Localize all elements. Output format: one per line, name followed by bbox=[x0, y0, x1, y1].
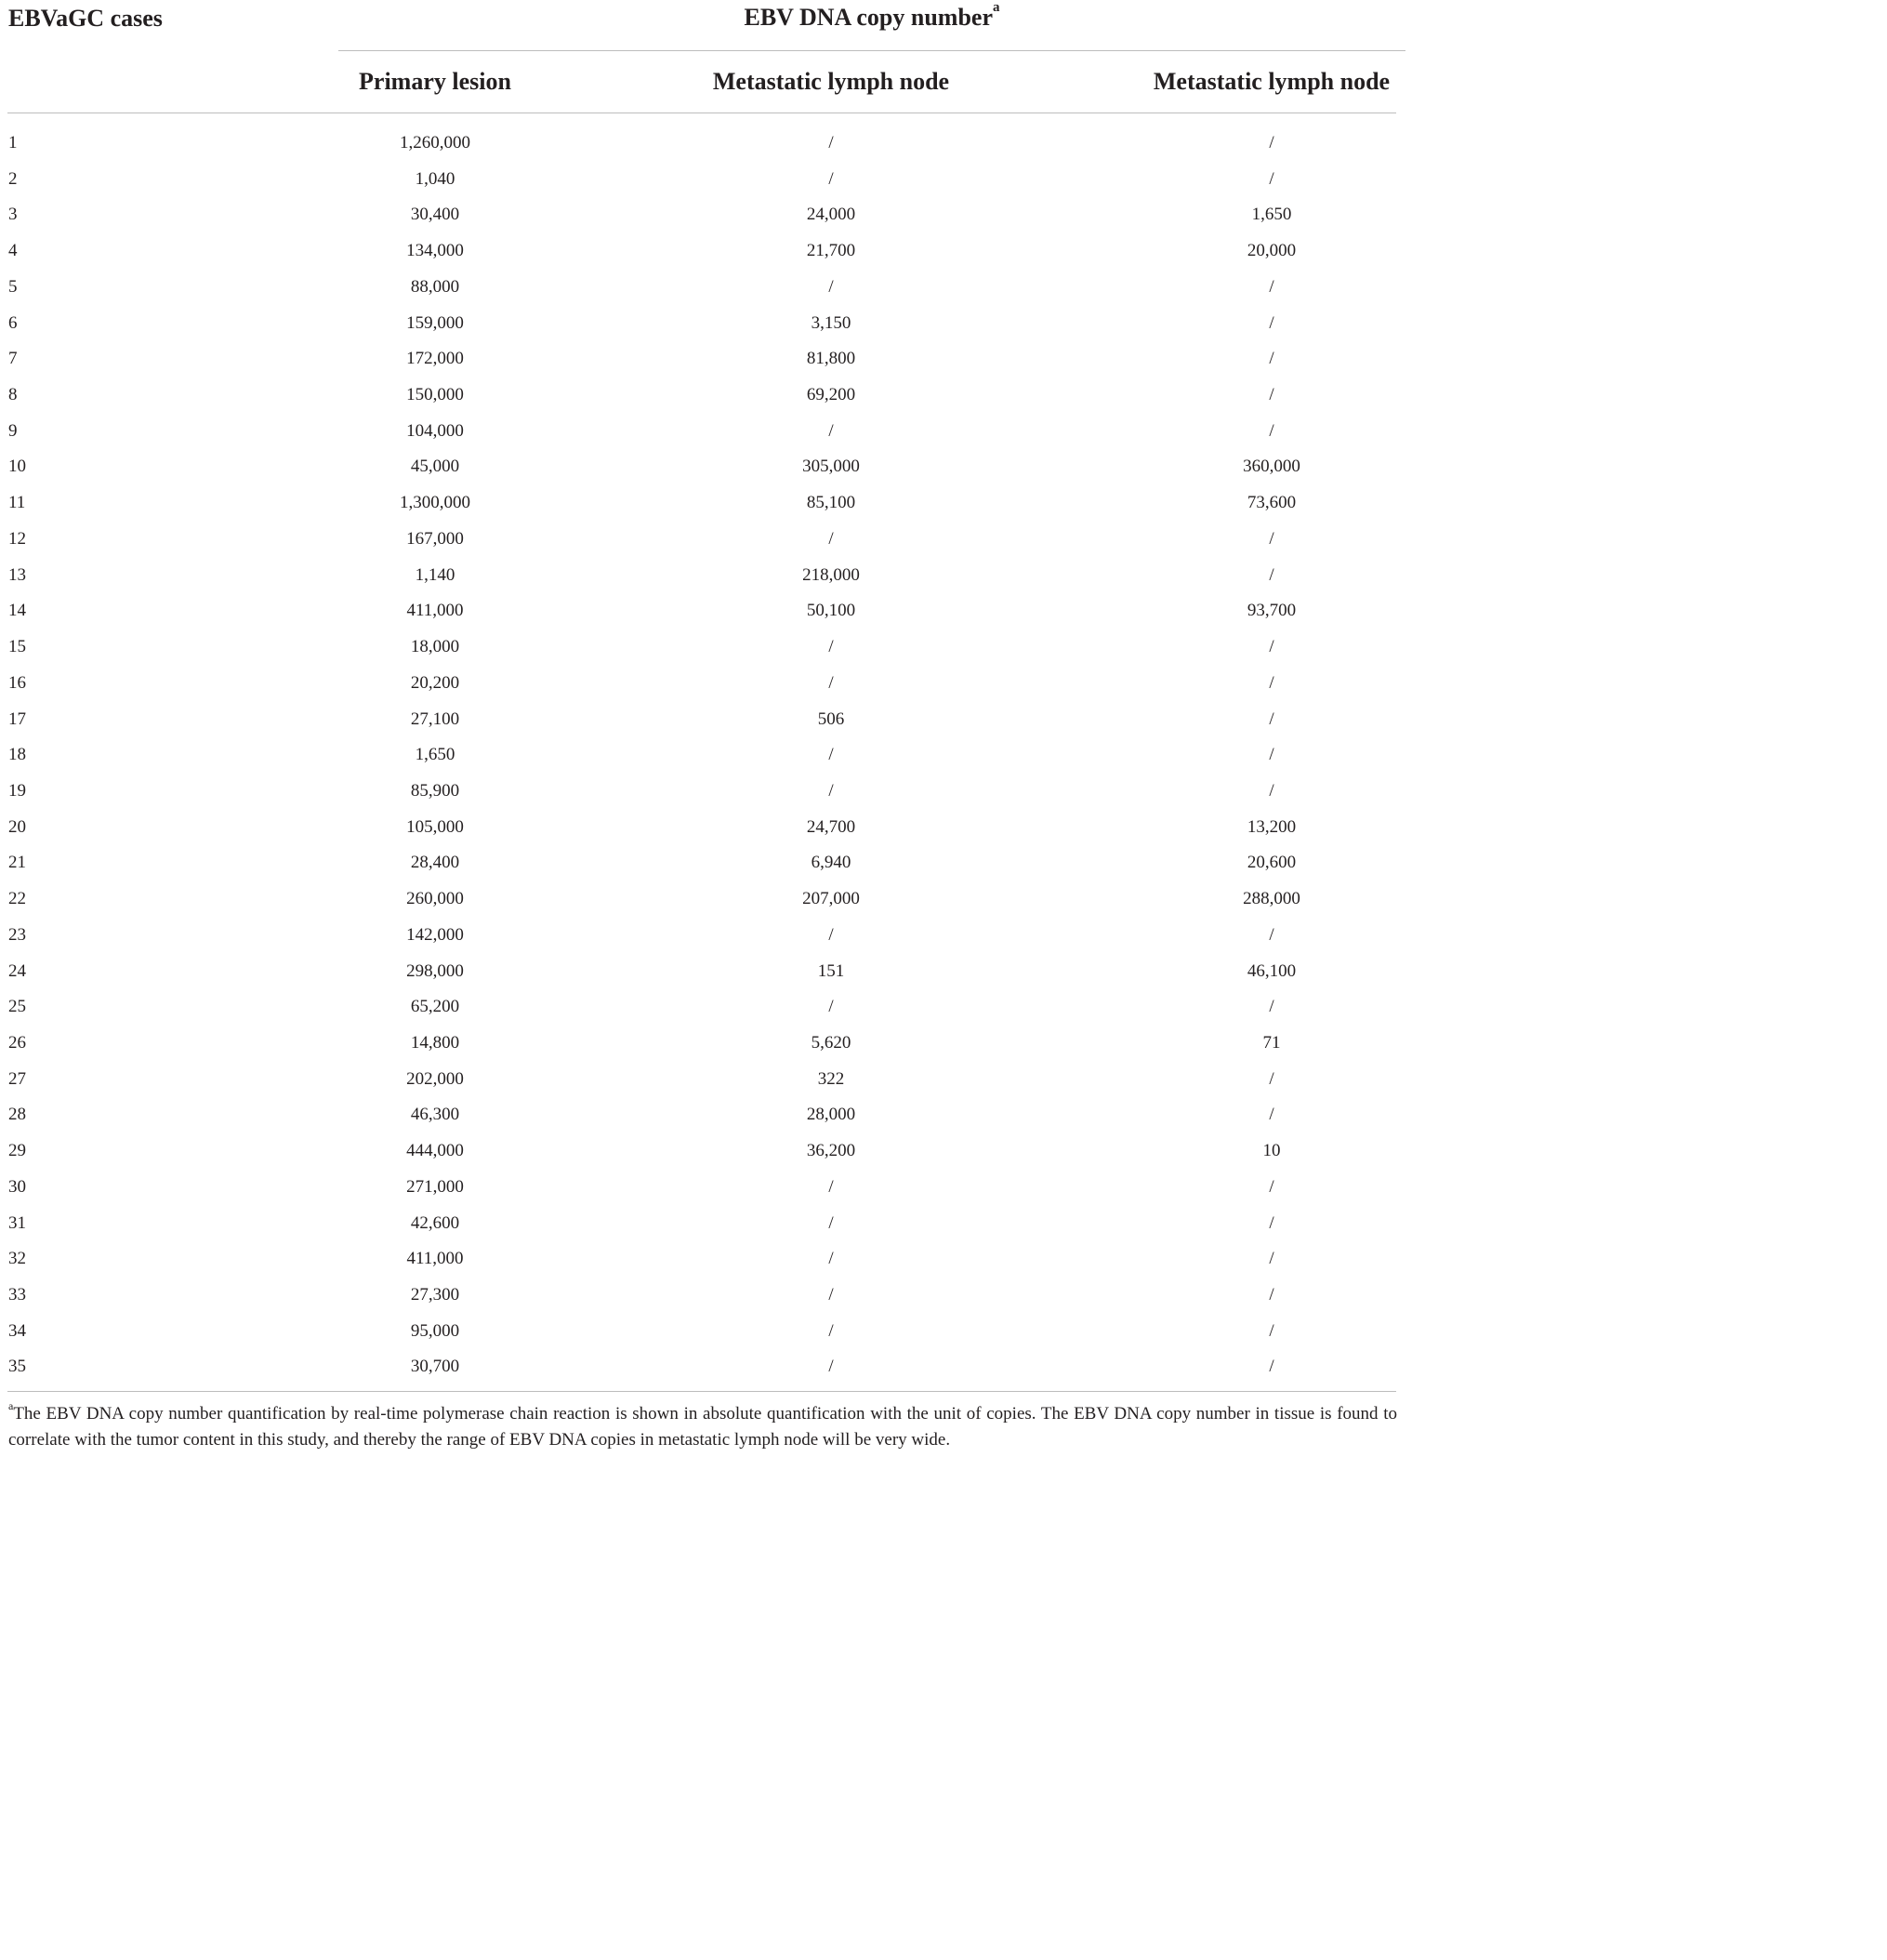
group-rule bbox=[338, 50, 1405, 51]
cell-primary-lesion: 95,000 bbox=[410, 1320, 460, 1341]
cell-metastatic-node-2: 73,600 bbox=[1247, 493, 1297, 513]
cell-primary-lesion: 20,200 bbox=[410, 672, 460, 693]
cell-metastatic-node-2: 288,000 bbox=[1243, 889, 1300, 909]
table-row bbox=[0, 1278, 1405, 1314]
table-row bbox=[0, 270, 1405, 306]
cell-metastatic-node-2: / bbox=[1269, 997, 1274, 1017]
cell-metastatic-node-2: / bbox=[1269, 780, 1274, 801]
cell-case: 6 bbox=[8, 312, 18, 333]
cell-metastatic-node-1: / bbox=[828, 168, 834, 189]
table-row bbox=[0, 1062, 1405, 1098]
cell-metastatic-node-2: 13,200 bbox=[1247, 816, 1297, 837]
cell-primary-lesion: 1,040 bbox=[415, 168, 455, 189]
cell-case: 31 bbox=[8, 1212, 26, 1233]
cell-metastatic-node-1: / bbox=[828, 528, 834, 549]
cell-case: 12 bbox=[8, 528, 26, 549]
cell-case: 18 bbox=[8, 745, 26, 765]
table-row bbox=[0, 1349, 1405, 1385]
cell-metastatic-node-2: / bbox=[1269, 709, 1274, 729]
cell-metastatic-node-1: 151 bbox=[817, 960, 845, 981]
cell-metastatic-node-2: 1,650 bbox=[1251, 205, 1292, 225]
cell-metastatic-node-2: 71 bbox=[1262, 1032, 1281, 1053]
cell-primary-lesion: 27,300 bbox=[410, 1285, 460, 1304]
cell-metastatic-node-1: 69,200 bbox=[806, 385, 856, 405]
header-primary-lesion: Primary lesion bbox=[359, 68, 511, 95]
table-row bbox=[0, 1314, 1405, 1350]
cell-case: 10 bbox=[8, 457, 26, 477]
cell-metastatic-node-1: 506 bbox=[817, 709, 845, 729]
cell-primary-lesion: 134,000 bbox=[406, 241, 464, 261]
table-row bbox=[0, 629, 1405, 666]
cell-metastatic-node-2: 20,600 bbox=[1247, 853, 1297, 873]
cell-primary-lesion: 1,300,000 bbox=[400, 493, 470, 513]
cell-case: 25 bbox=[8, 997, 26, 1017]
cell-metastatic-node-2: / bbox=[1269, 1285, 1274, 1304]
cell-metastatic-node-1: 50,100 bbox=[806, 601, 856, 621]
cell-case: 15 bbox=[8, 637, 26, 657]
cell-metastatic-node-2: 93,700 bbox=[1247, 601, 1297, 621]
cell-metastatic-node-2: 46,100 bbox=[1247, 960, 1297, 981]
cell-primary-lesion: 30,700 bbox=[410, 1357, 460, 1377]
cell-case: 3 bbox=[8, 205, 18, 225]
cell-case: 29 bbox=[8, 1141, 26, 1161]
table-row bbox=[0, 845, 1405, 881]
cell-metastatic-node-1: / bbox=[828, 1249, 834, 1269]
cell-primary-lesion: 150,000 bbox=[406, 385, 464, 405]
header-group-label: EBV DNA copy number bbox=[744, 4, 993, 31]
table-row bbox=[0, 1241, 1405, 1278]
cell-primary-lesion: 411,000 bbox=[406, 601, 464, 621]
table-row bbox=[0, 1170, 1405, 1206]
table-row bbox=[0, 989, 1405, 1026]
cell-metastatic-node-1: / bbox=[828, 637, 834, 657]
cell-primary-lesion: 104,000 bbox=[406, 420, 464, 441]
table-row bbox=[0, 233, 1405, 270]
cell-primary-lesion: 105,000 bbox=[406, 816, 464, 837]
table-row bbox=[0, 666, 1405, 702]
table-row bbox=[0, 1026, 1405, 1062]
table-row bbox=[0, 1206, 1405, 1242]
table-row bbox=[0, 306, 1405, 342]
table-row bbox=[0, 449, 1405, 485]
cell-case: 5 bbox=[8, 276, 18, 297]
cell-case: 11 bbox=[8, 493, 26, 513]
cell-metastatic-node-2: 10 bbox=[1262, 1141, 1281, 1161]
cell-case: 14 bbox=[8, 601, 26, 621]
cell-case: 24 bbox=[8, 960, 26, 981]
cell-metastatic-node-1: / bbox=[828, 276, 834, 297]
cell-metastatic-node-1: 28,000 bbox=[806, 1105, 856, 1125]
footnote bbox=[8, 1401, 1397, 1453]
cell-primary-lesion: 88,000 bbox=[410, 276, 460, 297]
cell-case: 33 bbox=[8, 1285, 26, 1304]
table-row bbox=[0, 377, 1405, 414]
cell-primary-lesion: 142,000 bbox=[406, 924, 464, 945]
cell-case: 21 bbox=[8, 853, 26, 873]
cell-metastatic-node-2: / bbox=[1269, 349, 1274, 369]
cell-metastatic-node-1: / bbox=[828, 1285, 834, 1304]
cell-primary-lesion: 159,000 bbox=[406, 312, 464, 333]
cell-case: 2 bbox=[8, 168, 18, 189]
cell-primary-lesion: 172,000 bbox=[406, 349, 464, 369]
cell-primary-lesion: 271,000 bbox=[406, 1176, 464, 1197]
cell-primary-lesion: 85,900 bbox=[410, 780, 460, 801]
cell-primary-lesion: 411,000 bbox=[406, 1249, 464, 1269]
cell-metastatic-node-1: / bbox=[828, 1176, 834, 1197]
cell-case: 32 bbox=[8, 1249, 26, 1269]
footer-rule bbox=[7, 1391, 1396, 1392]
header-metastatic-node-2: Metastatic lymph node bbox=[1153, 68, 1391, 95]
table-row bbox=[0, 126, 1405, 162]
cell-primary-lesion: 45,000 bbox=[410, 457, 460, 477]
cell-metastatic-node-1: 36,200 bbox=[806, 1141, 856, 1161]
cell-case: 20 bbox=[8, 816, 26, 837]
cell-case: 34 bbox=[8, 1320, 26, 1341]
cell-case: 16 bbox=[8, 672, 26, 693]
cell-metastatic-node-2: / bbox=[1269, 1176, 1274, 1197]
table-row bbox=[0, 558, 1405, 594]
cell-metastatic-node-1: / bbox=[828, 924, 834, 945]
cell-primary-lesion: 18,000 bbox=[410, 637, 460, 657]
cell-metastatic-node-1: / bbox=[828, 133, 834, 152]
cell-metastatic-node-2: 20,000 bbox=[1247, 241, 1297, 261]
cell-primary-lesion: 1,140 bbox=[415, 564, 455, 585]
cell-metastatic-node-2: / bbox=[1269, 1212, 1274, 1233]
cell-metastatic-node-1: 6,940 bbox=[811, 853, 851, 873]
cell-case: 26 bbox=[8, 1032, 26, 1053]
cell-metastatic-node-2: / bbox=[1269, 312, 1274, 333]
cell-metastatic-node-2: / bbox=[1269, 745, 1274, 765]
cell-primary-lesion: 27,100 bbox=[410, 709, 460, 729]
cell-metastatic-node-2: / bbox=[1269, 1068, 1274, 1089]
cell-case: 28 bbox=[8, 1105, 26, 1125]
cell-metastatic-node-2: / bbox=[1269, 564, 1274, 585]
cell-primary-lesion: 14,800 bbox=[410, 1032, 460, 1053]
cell-case: 1 bbox=[8, 133, 18, 152]
cell-metastatic-node-1: 5,620 bbox=[811, 1032, 851, 1053]
cell-case: 17 bbox=[8, 709, 26, 729]
cell-case: 9 bbox=[8, 420, 18, 441]
table-row bbox=[0, 485, 1405, 522]
cell-primary-lesion: 42,600 bbox=[410, 1212, 460, 1233]
cell-case: 8 bbox=[8, 385, 18, 405]
cell-case: 19 bbox=[8, 780, 26, 801]
cell-metastatic-node-2: / bbox=[1269, 133, 1274, 152]
table-body bbox=[0, 126, 1405, 1385]
cell-primary-lesion: 202,000 bbox=[406, 1068, 464, 1089]
cell-case: 4 bbox=[8, 241, 18, 261]
cell-metastatic-node-2: / bbox=[1269, 637, 1274, 657]
cell-case: 27 bbox=[8, 1068, 26, 1089]
cell-metastatic-node-1: 24,700 bbox=[806, 816, 856, 837]
cell-metastatic-node-2: / bbox=[1269, 1249, 1274, 1269]
cell-metastatic-node-1: 85,100 bbox=[806, 493, 856, 513]
header-cases: EBVaGC cases bbox=[8, 5, 163, 32]
table-row bbox=[0, 593, 1405, 629]
table-row bbox=[0, 197, 1405, 233]
cell-metastatic-node-1: / bbox=[828, 1212, 834, 1233]
cell-metastatic-node-1: 218,000 bbox=[802, 564, 860, 585]
cell-metastatic-node-1: 305,000 bbox=[802, 457, 860, 477]
footnote-marker: a bbox=[8, 1399, 14, 1412]
cell-metastatic-node-2: / bbox=[1269, 528, 1274, 549]
table-row bbox=[0, 918, 1405, 954]
table-row bbox=[0, 162, 1405, 198]
table-row bbox=[0, 737, 1405, 774]
cell-metastatic-node-2: 360,000 bbox=[1243, 457, 1300, 477]
table-row bbox=[0, 1133, 1405, 1170]
table-row bbox=[0, 1097, 1405, 1133]
cell-metastatic-node-2: / bbox=[1269, 168, 1274, 189]
cell-metastatic-node-1: 3,150 bbox=[811, 312, 851, 333]
cell-metastatic-node-2: / bbox=[1269, 1105, 1274, 1125]
cell-metastatic-node-1: 21,700 bbox=[806, 241, 856, 261]
cell-metastatic-node-1: 207,000 bbox=[802, 889, 860, 909]
table-row bbox=[0, 522, 1405, 558]
cell-case: 23 bbox=[8, 924, 26, 945]
table-row bbox=[0, 810, 1405, 846]
cell-metastatic-node-1: / bbox=[828, 745, 834, 765]
cell-case: 13 bbox=[8, 564, 26, 585]
cell-metastatic-node-1: 81,800 bbox=[806, 349, 856, 369]
cell-metastatic-node-2: / bbox=[1269, 276, 1274, 297]
cell-case: 22 bbox=[8, 889, 26, 909]
header-group bbox=[338, 0, 1405, 32]
cell-metastatic-node-1: / bbox=[828, 780, 834, 801]
table-row bbox=[0, 774, 1405, 810]
cell-metastatic-node-2: / bbox=[1269, 1357, 1274, 1377]
cell-metastatic-node-2: / bbox=[1269, 1320, 1274, 1341]
cell-metastatic-node-1: / bbox=[828, 1357, 834, 1377]
cell-metastatic-node-1: 322 bbox=[817, 1068, 845, 1089]
cell-primary-lesion: 260,000 bbox=[406, 889, 464, 909]
cell-metastatic-node-1: / bbox=[828, 1320, 834, 1341]
cell-metastatic-node-2: / bbox=[1269, 924, 1274, 945]
cell-primary-lesion: 444,000 bbox=[406, 1141, 464, 1161]
table-row bbox=[0, 702, 1405, 738]
table-row bbox=[0, 414, 1405, 450]
cell-primary-lesion: 1,260,000 bbox=[400, 133, 470, 152]
cell-metastatic-node-1: / bbox=[828, 672, 834, 693]
cell-case: 30 bbox=[8, 1176, 26, 1197]
cell-metastatic-node-1: 24,000 bbox=[806, 205, 856, 225]
header-footnote-marker: a bbox=[993, 0, 1000, 15]
cell-primary-lesion: 46,300 bbox=[410, 1105, 460, 1125]
cell-metastatic-node-2: / bbox=[1269, 420, 1274, 441]
cell-metastatic-node-1: / bbox=[828, 997, 834, 1017]
cell-metastatic-node-2: / bbox=[1269, 385, 1274, 405]
header-metastatic-node-1: Metastatic lymph node bbox=[712, 68, 950, 95]
table-row bbox=[0, 954, 1405, 990]
cell-primary-lesion: 298,000 bbox=[406, 960, 464, 981]
cell-case: 35 bbox=[8, 1357, 26, 1377]
cell-primary-lesion: 30,400 bbox=[410, 205, 460, 225]
cell-primary-lesion: 65,200 bbox=[410, 997, 460, 1017]
cell-metastatic-node-1: / bbox=[828, 420, 834, 441]
cell-primary-lesion: 167,000 bbox=[406, 528, 464, 549]
cell-primary-lesion: 28,400 bbox=[410, 853, 460, 873]
footnote-text: The EBV DNA copy number quantification by real-time polymerase chain reaction is shown in absolute quantification with the unit of copies. The EBV DNA copy number in tissue is found to correlate with the tumor content in this study, and thereby the range of EBV DNA copies in metastatic lymph node will be very wide. bbox=[8, 1404, 1397, 1450]
cell-metastatic-node-2: / bbox=[1269, 672, 1274, 693]
cell-primary-lesion: 1,650 bbox=[415, 745, 455, 765]
table-row bbox=[0, 881, 1405, 918]
cell-case: 7 bbox=[8, 349, 18, 369]
table-row bbox=[0, 341, 1405, 377]
